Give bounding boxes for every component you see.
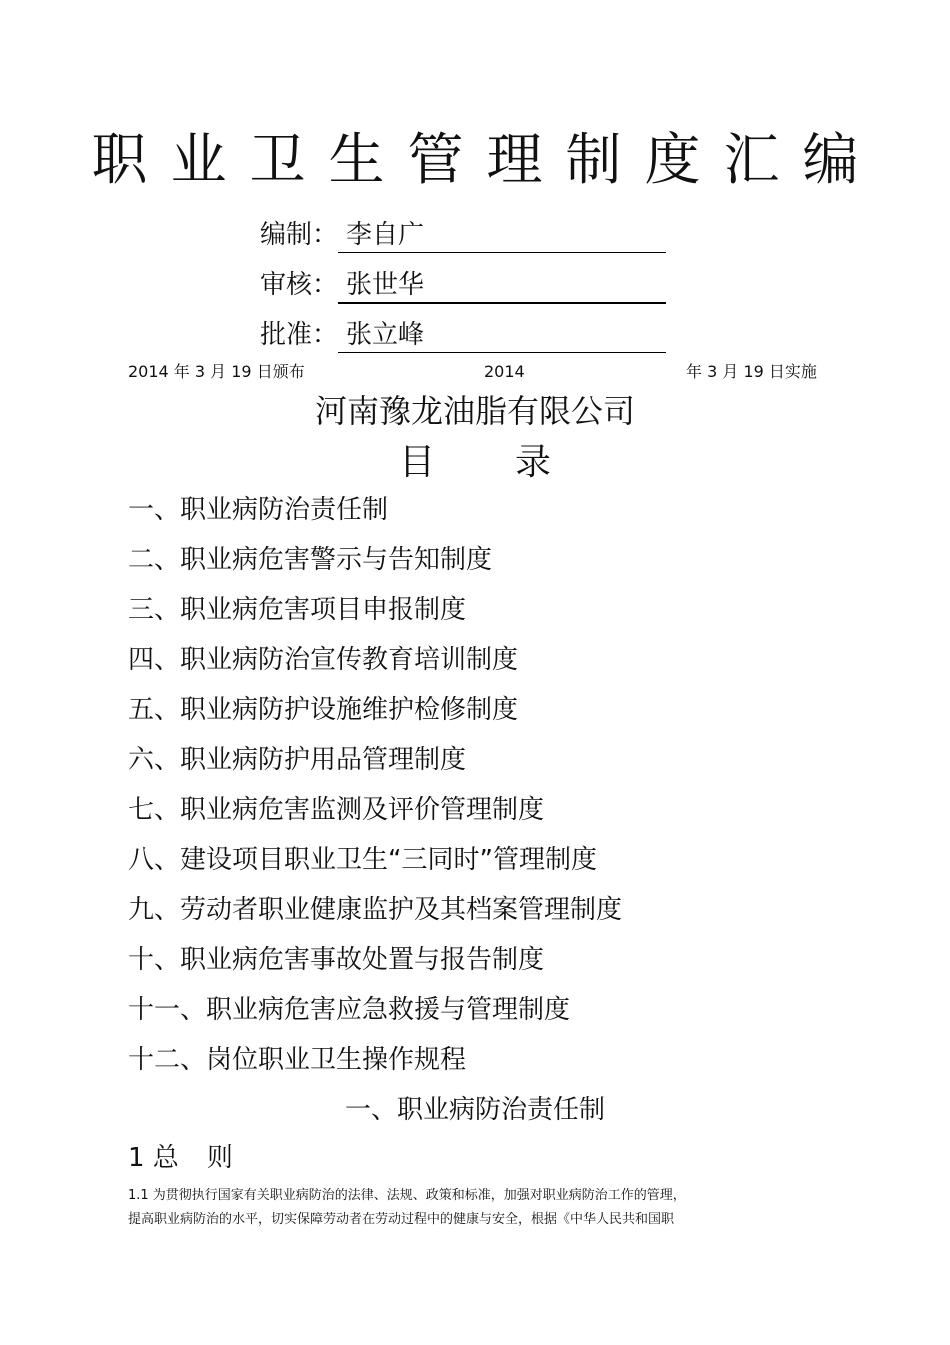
issue-date: 2014 年 3 月 19 日颁布 [128, 362, 305, 381]
toc-item: 一、职业病防治责任制 [128, 495, 389, 525]
toc-item: 六、职业病防护用品管理制度 [128, 745, 467, 775]
toc-item: 十一、职业病危害应急救援与管理制度 [128, 995, 571, 1025]
toc-heading [0, 440, 950, 486]
signoff-value: 张立峰 [338, 318, 666, 353]
toc-item: 四、职业病防治宣传教育培训制度 [128, 645, 519, 675]
document-title: 职业卫生管理制度汇编 [91, 128, 882, 193]
toc-item: 十、职业病危害事故处置与报告制度 [128, 945, 545, 975]
toc-heading-char: 录 [515, 442, 552, 483]
toc-item: 二、职业病危害警示与告知制度 [128, 545, 493, 575]
effective-year: 2014 [484, 362, 525, 381]
table-of-contents [128, 492, 622, 1092]
signoff-label: 编制： [260, 220, 339, 250]
signoff-reviewed [260, 268, 666, 304]
paragraph-line: 1.1 为贯彻执行国家有关职业病防治的法律、法规、政策和标准，加强对职业病防治工作的管理， [128, 1188, 686, 1203]
subsection-number: 1 总 [128, 1143, 179, 1173]
toc-item: 五、职业病防护设施维护检修制度 [128, 695, 519, 725]
paragraph-line: 提高职业病防治的水平，切实保障劳动者在劳动过程中的健康与安全，根据《中华人民共和国职 [128, 1212, 675, 1227]
toc-item: 十二、岗位职业卫生操作规程 [128, 1045, 467, 1075]
toc-item: 八、建设项目职业卫生“三同时”管理制度 [128, 845, 597, 875]
subsection-word: 则 [206, 1143, 233, 1173]
subsection-heading [128, 1140, 233, 1176]
signoff-label: 批准： [260, 320, 339, 350]
toc-item: 九、劳动者职业健康监护及其档案管理制度 [128, 895, 623, 925]
body-paragraph [128, 1184, 778, 1232]
company-name: 河南豫龙油脂有限公司 [314, 392, 635, 430]
signoff-compiled [260, 218, 666, 253]
section-title: 一、职业病防治责任制 [344, 1095, 605, 1125]
signoff-value: 张世华 [338, 268, 666, 304]
toc-item: 七、职业病危害监测及评价管理制度 [128, 795, 545, 825]
signoff-approved [260, 318, 666, 353]
toc-heading-char: 目 [398, 442, 435, 483]
signoff-label: 审核： [260, 270, 339, 300]
toc-item: 三、职业病危害项目申报制度 [128, 595, 467, 625]
effective-date: 年 3 月 19 日实施 [686, 362, 817, 381]
signoff-value: 李自广 [338, 218, 666, 253]
